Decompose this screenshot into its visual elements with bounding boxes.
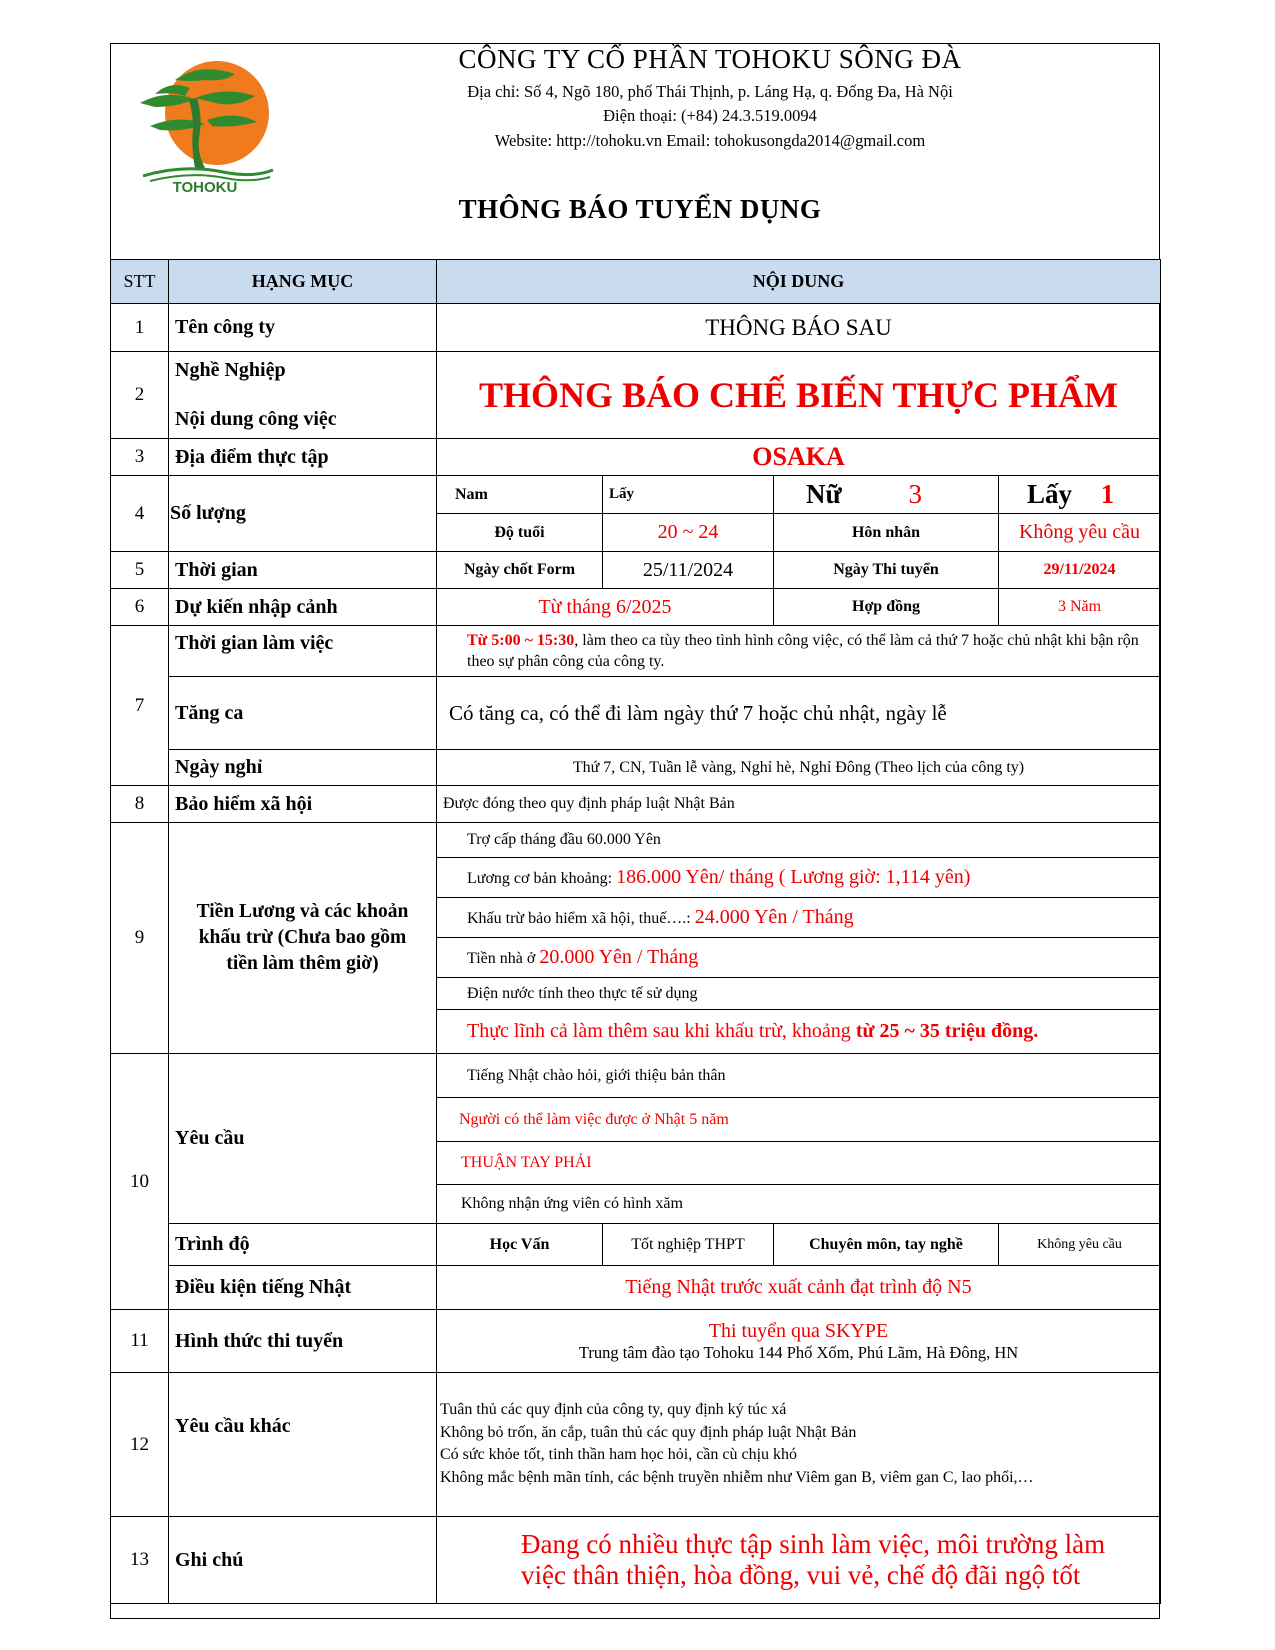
japanese-value: Tiếng Nhật trước xuất cảnh đạt trình độ N5 bbox=[437, 1266, 1161, 1310]
row-label: Hình thức thi tuyển bbox=[169, 1310, 437, 1373]
company-name: CÔNG TY CỔ PHẦN TOHOKU SÔNG ĐÀ bbox=[458, 44, 962, 74]
male-label: Nam bbox=[437, 476, 603, 514]
contract-label: Hợp đồng bbox=[774, 589, 999, 626]
company-phone: Điện thoại: (+84) 24.3.519.0094 bbox=[603, 106, 817, 125]
row-japanese bbox=[111, 1266, 1161, 1310]
row-label: Bảo hiểm xã hội bbox=[169, 786, 437, 823]
row-label: Điều kiện tiếng Nhật bbox=[169, 1266, 437, 1310]
company-web-email: Website: http://tohoku.vn Email: tohokusongda2014@gmail.com bbox=[494, 131, 926, 150]
other-requirement-item: Không bỏ trốn, ăn cắp, tuân thủ các quy định pháp luật Nhật Bản bbox=[440, 1423, 857, 1441]
female-take-count: 1 bbox=[1100, 479, 1115, 509]
row-quantity-1 bbox=[111, 476, 1161, 514]
row-notes bbox=[111, 1517, 1161, 1604]
row-requirement-1 bbox=[111, 1054, 1161, 1098]
note-line: việc thân thiện, hòa đồng, vui vẻ, chế độ đãi ngộ tốt bbox=[521, 1560, 1081, 1590]
female-label: Nữ bbox=[806, 479, 842, 509]
first-month-allowance: Trợ cấp tháng đầu 60.000 Yên bbox=[437, 823, 1161, 858]
work-hours-value bbox=[437, 626, 1161, 677]
row-overtime bbox=[111, 677, 1161, 750]
job-value: THÔNG BÁO CHẾ BIẾN THỰC PHẨM bbox=[437, 352, 1161, 439]
age-value: 20 ~ 24 bbox=[603, 514, 774, 552]
row-label: Ghi chú bbox=[169, 1517, 437, 1604]
salary-label: Tiền Lương và các khoản khấu trừ (Chưa bao gồm tiền làm thêm giờ) bbox=[169, 823, 437, 1054]
tohoku-logo bbox=[135, 58, 275, 193]
overtime-value: Có tăng ca, có thể đi làm ngày thứ 7 hoặc chủ nhật, ngày lễ bbox=[437, 677, 1161, 750]
female-cell bbox=[774, 476, 999, 514]
row-number: 3 bbox=[111, 439, 169, 476]
net-income bbox=[437, 1010, 1161, 1054]
other-requirement-item: Không mắc bệnh mãn tính, các bệnh truyền nhiễm như Viêm gan B, viêm gan C, lao phổi,… bbox=[440, 1468, 1034, 1486]
female-take-cell bbox=[999, 476, 1161, 514]
row-job bbox=[111, 352, 1161, 439]
exam-date-value: 29/11/2024 bbox=[999, 552, 1161, 589]
row-insurance bbox=[111, 786, 1161, 823]
other-requirement-item: Có sức khỏe tốt, tinh thần ham học hỏi, cần cù chịu khó bbox=[440, 1446, 798, 1463]
education-label: Học Vấn bbox=[437, 1224, 603, 1266]
row-label bbox=[169, 352, 437, 439]
notes-value bbox=[437, 1517, 1161, 1604]
row-label: Thời gian làm việc bbox=[169, 626, 437, 677]
base-salary bbox=[437, 858, 1161, 898]
work-hours-time: Từ 5:00 ~ 15:30 bbox=[467, 632, 575, 649]
row-other-requirements bbox=[111, 1373, 1161, 1517]
age-label: Độ tuổi bbox=[437, 514, 603, 552]
male-take-label: Lấy bbox=[603, 476, 774, 514]
header-stt: STT bbox=[111, 260, 169, 304]
note-line: Đang có nhiều thực tập sinh làm việc, môi trường làm bbox=[521, 1529, 1106, 1559]
row-label: Thời gian bbox=[169, 552, 437, 589]
requirement-item: Không nhận ứng viên có hình xăm bbox=[437, 1185, 1161, 1224]
base-salary-value: 186.000 Yên/ tháng ( Lương giờ: 1,114 yên) bbox=[616, 866, 971, 888]
row-company bbox=[111, 304, 1161, 352]
contract-value: 3 Năm bbox=[999, 589, 1161, 626]
form-deadline-label: Ngày chốt Form bbox=[437, 552, 603, 589]
marriage-value: Không yêu cầu bbox=[999, 514, 1161, 552]
job-label: Nghề Nghiệp bbox=[175, 359, 286, 381]
row-number: 4 bbox=[111, 476, 169, 552]
row-number: 10 bbox=[111, 1054, 169, 1310]
row-number: 8 bbox=[111, 786, 169, 823]
skill-label: Chuyên môn, tay nghề bbox=[774, 1224, 999, 1266]
row-label: Yêu cầu bbox=[169, 1054, 437, 1224]
row-time bbox=[111, 552, 1161, 589]
location-value: OSAKA bbox=[437, 439, 1161, 476]
deductions-label: Khấu trừ bảo hiểm xã hội, thuế….: bbox=[467, 910, 695, 927]
other-requirement-item: Tuân thủ các quy định của công ty, quy định ký túc xá bbox=[440, 1401, 787, 1418]
marriage-label: Hôn nhân bbox=[774, 514, 999, 552]
page-title: THÔNG BÁO TUYỂN DỤNG bbox=[458, 194, 822, 224]
company-value: THÔNG BÁO SAU bbox=[437, 304, 1161, 352]
work-hours-note: , làm theo ca tùy theo tình hình công việc, có thể làm cả thứ 7 hoặc chủ nhật khi bận rộn theo sự phân công của công ty. bbox=[467, 632, 1139, 670]
row-days-off bbox=[111, 750, 1161, 786]
row-entry bbox=[111, 589, 1161, 626]
row-number: 2 bbox=[111, 352, 169, 439]
exam-format-value bbox=[437, 1310, 1161, 1373]
female-count: 3 bbox=[908, 479, 922, 509]
row-number: 12 bbox=[111, 1373, 169, 1517]
row-salary-1 bbox=[111, 823, 1161, 858]
deductions-value: 24.000 Yên / Tháng bbox=[694, 906, 854, 928]
row-number: 6 bbox=[111, 589, 169, 626]
requirement-item: Người có thể làm việc được ở Nhật 5 năm bbox=[437, 1098, 1161, 1142]
days-off-value: Thứ 7, CN, Tuần lễ vàng, Nghỉ hè, Nghỉ Đông (Theo lịch của công ty) bbox=[437, 750, 1161, 786]
row-number: 5 bbox=[111, 552, 169, 589]
recruitment-table bbox=[110, 259, 1161, 1604]
row-label: Địa điểm thực tập bbox=[169, 439, 437, 476]
row-number: 1 bbox=[111, 304, 169, 352]
row-label: Trình độ bbox=[169, 1224, 437, 1266]
insurance-value: Được đóng theo quy định pháp luật Nhật Bản bbox=[437, 786, 1161, 823]
row-education bbox=[111, 1224, 1161, 1266]
row-exam-format bbox=[111, 1310, 1161, 1373]
housing-label: Tiền nhà ở bbox=[467, 950, 540, 967]
education-value: Tốt nghiệp THPT bbox=[603, 1224, 774, 1266]
housing-value: 20.000 Yên / Tháng bbox=[539, 946, 699, 968]
utilities: Điện nước tính theo thực tế sử dụng bbox=[437, 978, 1161, 1010]
row-number: 11 bbox=[111, 1310, 169, 1373]
housing bbox=[437, 938, 1161, 978]
table-header-row bbox=[111, 260, 1161, 304]
header-item: HẠNG MỤC bbox=[169, 260, 437, 304]
row-label: Yêu cầu khác bbox=[169, 1373, 437, 1517]
entry-value: Từ tháng 6/2025 bbox=[437, 589, 774, 626]
row-number: 7 bbox=[111, 626, 169, 786]
job-content-label: Nội dung công việc bbox=[175, 408, 337, 430]
exam-date-label: Ngày Thi tuyển bbox=[774, 552, 999, 589]
skill-value: Không yêu cầu bbox=[999, 1224, 1161, 1266]
deductions bbox=[437, 898, 1161, 938]
row-number: 13 bbox=[111, 1517, 169, 1604]
header-content: NỘI DUNG bbox=[437, 260, 1161, 304]
row-label: Ngày nghỉ bbox=[169, 750, 437, 786]
net-income-value: từ 25 ~ 35 triệu đồng. bbox=[855, 1020, 1039, 1042]
requirement-item: Tiếng Nhật chào hỏi, giới thiệu bản thân bbox=[437, 1054, 1161, 1098]
base-salary-label: Lương cơ bản khoảng: bbox=[467, 870, 617, 887]
form-deadline-value: 25/11/2024 bbox=[603, 552, 774, 589]
row-label: Tăng ca bbox=[169, 677, 437, 750]
net-income-label: Thực lĩnh cả làm thêm sau khi khấu trừ, khoảng bbox=[467, 1020, 856, 1042]
exam-location: Trung tâm đào tạo Tohoku 144 Phố Xốm, Phú Lãm, Hà Đông, HN bbox=[578, 1342, 1019, 1362]
requirement-item: THUẬN TAY PHẢI bbox=[437, 1142, 1161, 1185]
row-label: Tên công ty bbox=[169, 304, 437, 352]
row-label: Dự kiến nhập cảnh bbox=[169, 589, 437, 626]
row-number: 9 bbox=[111, 823, 169, 1054]
company-address: Địa chỉ: Số 4, Ngõ 180, phố Thái Thịnh, p. Láng Hạ, q. Đống Đa, Hà Nội bbox=[467, 82, 953, 101]
row-location bbox=[111, 439, 1161, 476]
female-take-label: Lấy bbox=[1027, 479, 1073, 509]
row-work-hours bbox=[111, 626, 1161, 677]
row-label: Số lượng bbox=[169, 476, 437, 552]
svg-text:TOHOKU: TOHOKU bbox=[172, 179, 238, 193]
other-requirements-value bbox=[437, 1373, 1161, 1517]
exam-method: Thi tuyển qua SKYPE bbox=[708, 1319, 889, 1342]
